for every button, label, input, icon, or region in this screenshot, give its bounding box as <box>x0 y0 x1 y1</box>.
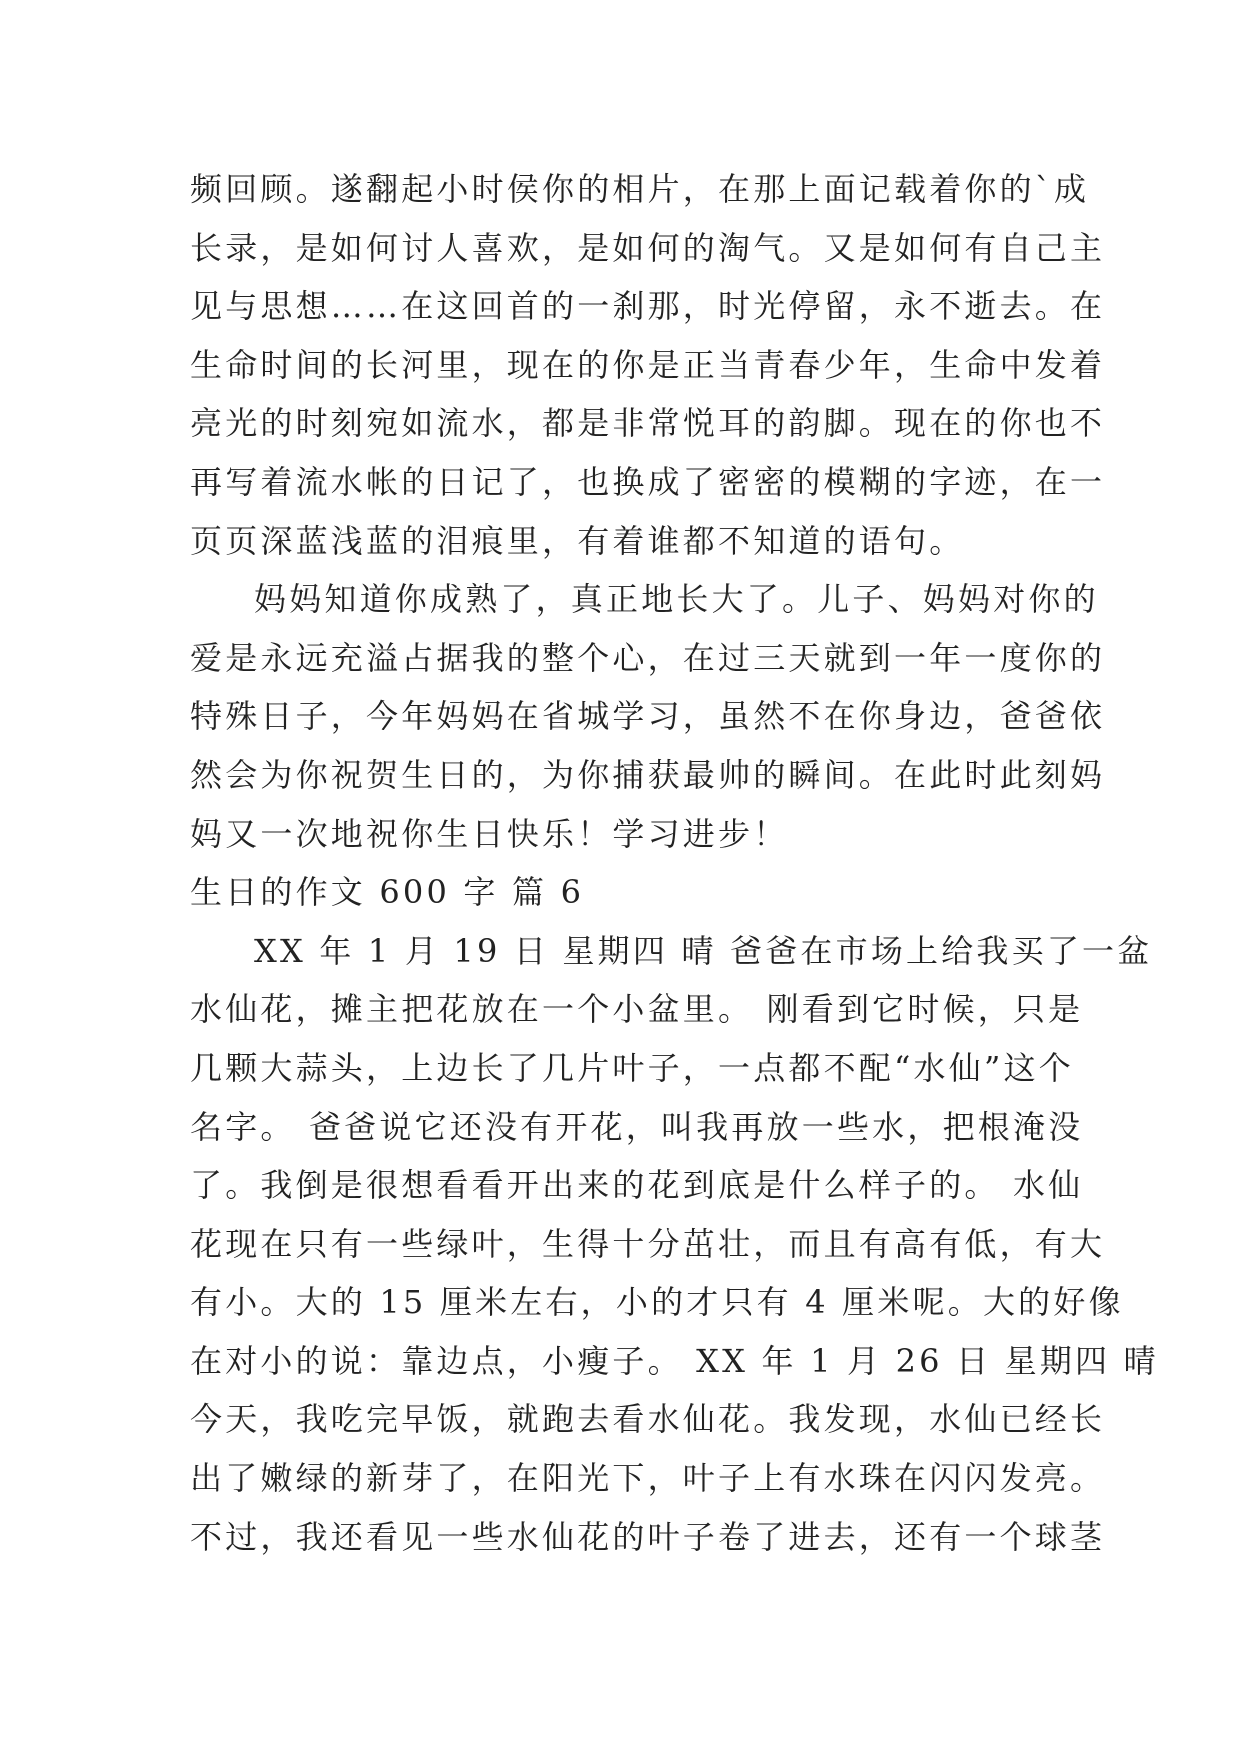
text-line: 爱是永远充溢占据我的整个心，在过三天就到一年一度你的 <box>190 638 1106 677</box>
text-line: 不过，我还看见一些水仙花的叶子卷了进去，还有一个球茎 <box>190 1517 1106 1556</box>
text-line: 长录，是如何讨人喜欢，是如何的淘气。又是如何有自己主 <box>190 228 1106 267</box>
text-line: 名字。 爸爸说它还没有开花，叫我再放一些水，把根淹没 <box>190 1107 1084 1146</box>
text-line: 再写着流水帐的日记了，也换成了密密的模糊的字迹，在一 <box>190 462 1106 501</box>
text-line: 妈又一次地祝你生日快乐！学习进步！ <box>190 814 789 853</box>
text-line: 然会为你祝贺生日的，为你捕获最帅的瞬间。在此时此刻妈 <box>190 755 1106 794</box>
text-line: 妈妈知道你成熟了，真正地长大了。儿子、妈妈对你的 <box>254 580 1099 619</box>
section-heading <box>190 863 1070 922</box>
text-line: 见与思想……在这回首的一刹那，时光停留，永不逝去。在 <box>190 287 1106 326</box>
text-line: 在对小的说：靠边点，小瘦子。 XX 年 1 月 26 日 星期四 晴 <box>190 1341 1159 1380</box>
paragraph-narcissus-diary <box>190 922 1159 1567</box>
paragraph-continued <box>190 160 1106 570</box>
document-body <box>190 160 1159 1566</box>
text-line: 花现在只有一些绿叶，生得十分茁壮，而且有高有低，有大 <box>190 1224 1106 1263</box>
text-line: 生命时间的长河里，现在的你是正当青春少年，生命中发着 <box>190 345 1106 384</box>
text-line: 频回顾。遂翻起小时侯你的相片，在那上面记载着你的`成 <box>190 170 1090 208</box>
text-line: 了。我倒是很想看看开出来的花到底是什么样子的。 水仙 <box>190 1166 1084 1205</box>
text-line: 今天，我吃完早饭，就跑去看水仙花。我发现，水仙已经长 <box>190 1400 1106 1439</box>
text-line: 水仙花，摊主把花放在一个小盆里。 刚看到它时候，只是 <box>190 990 1084 1029</box>
text-line: 几颗大蒜头，上边长了几片叶子，一点都不配“水仙”这个 <box>190 1048 1074 1087</box>
text-line: 出了嫩绿的新芽了，在阳光下，叶子上有水珠在闪闪发亮。 <box>190 1459 1106 1498</box>
heading-text: 生日的作文 600 字 篇 6 <box>190 873 585 912</box>
text-line: 页页深蓝浅蓝的泪痕里，有着谁都不知道的语句。 <box>190 521 965 560</box>
text-line: 亮光的时刻宛如流水，都是非常悦耳的韵脚。现在的你也不 <box>190 404 1106 443</box>
text-line: XX 年 1 月 19 日 星期四 晴 爸爸在市场上给我买了一盆 <box>254 931 1153 970</box>
text-line: 特殊日子，今年妈妈在省城学习，虽然不在你身边，爸爸依 <box>190 697 1106 736</box>
text-line: 有小。大的 15 厘米左右，小的才只有 4 厘米呢。大的好像 <box>190 1283 1124 1322</box>
paragraph-mother-wishes <box>190 570 1106 863</box>
